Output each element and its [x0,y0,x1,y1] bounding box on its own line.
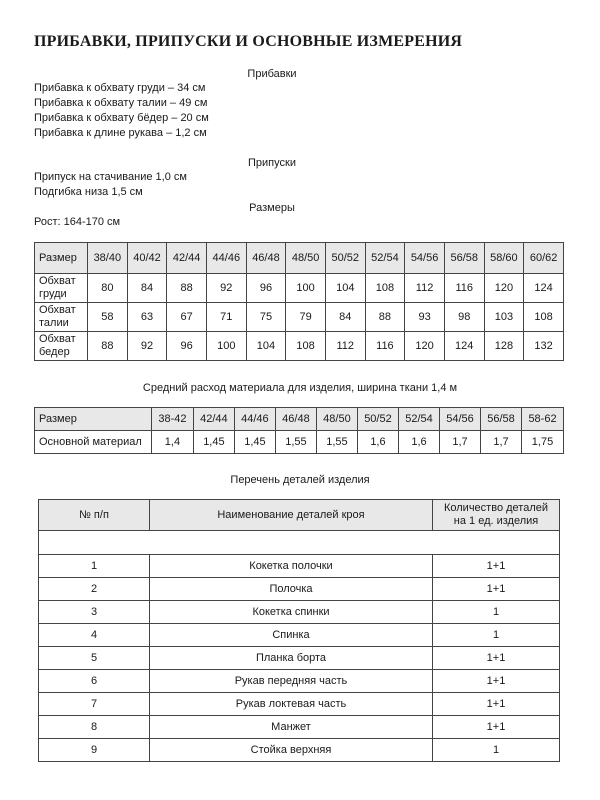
size-column-header: 46/48 [246,243,286,274]
table-header-row [39,500,560,531]
part-quantity: 1 [433,739,560,762]
size-column-header: 48/50 [286,243,326,274]
row-label-material: Основной материал [35,431,152,454]
part-name: Кокетка полочки [150,555,433,578]
table-cell: 75 [246,303,286,332]
size-header-cell: Размер [35,243,88,274]
table-row [39,555,560,578]
table-cell: 112 [325,332,365,361]
allowances-heading: Прибавки [247,68,297,80]
table-cell: 108 [524,303,564,332]
table-cell: 67 [167,303,207,332]
seam-allowances-heading: Припуски [248,157,296,169]
column-header-name: Наименование деталей кроя [150,500,433,531]
part-number: 8 [39,716,150,739]
size-column-header: 58/60 [484,243,524,274]
table-cell: 92 [206,274,246,303]
table-row [39,624,560,647]
size-column-header: 44/46 [206,243,246,274]
table-cell: 88 [88,332,128,361]
allowance-line-waist: Прибавка к обхвату талии – 49 см [34,97,208,109]
table-row [39,716,560,739]
table-cell: 1,6 [398,431,439,454]
size-column-header: 60/62 [524,243,564,274]
table-row [35,274,564,303]
table-cell: 84 [325,303,365,332]
height-line: Рост: 164-170 см [34,216,121,228]
size-column-header: 46/48 [275,408,316,431]
table-cell: 112 [405,274,445,303]
size-column-header: 38/40 [88,243,128,274]
table-cell: 120 [484,274,524,303]
table-cell: 63 [127,303,167,332]
sizes-table [34,242,564,361]
table-row [39,578,560,601]
seam-allowance-line: Припуск на стачивание 1,0 см [34,171,187,183]
table-cell: 132 [524,332,564,361]
table-cell: 120 [405,332,445,361]
allowance-line-sleeve: Прибавка к длине рукава – 1,2 см [34,127,207,139]
part-quantity: 1+1 [433,555,560,578]
sizes-heading: Размеры [249,202,295,214]
table-row [39,601,560,624]
table-cell: 104 [246,332,286,361]
part-number: 5 [39,647,150,670]
part-quantity: 1+1 [433,693,560,716]
row-label-waist: Обхват талии [35,303,88,332]
consumption-heading: Средний расход материала для изделия, ширина ткани 1,4 м [142,382,458,394]
table-cell: 1,45 [234,431,275,454]
table-cell: 96 [246,274,286,303]
parts-heading: Перечень деталей изделия [230,474,370,486]
table-row [35,303,564,332]
part-number: 1 [39,555,150,578]
table-cell: 124 [444,332,484,361]
size-header-cell: Размер [35,408,152,431]
parts-table [38,499,560,762]
table-cell: 88 [167,274,207,303]
size-column-header: 44/46 [234,408,275,431]
size-column-header: 42/44 [193,408,234,431]
table-cell: 1,4 [152,431,194,454]
size-column-header: 52/54 [365,243,405,274]
table-cell: 1,7 [481,431,522,454]
table-cell: 79 [286,303,326,332]
part-quantity: 1+1 [433,578,560,601]
table-cell: 1,55 [316,431,357,454]
size-column-header: 42/44 [167,243,207,274]
part-name: Спинка [150,624,433,647]
table-row [39,670,560,693]
empty-cell [39,531,560,555]
size-column-header: 50/52 [357,408,398,431]
table-cell: 93 [405,303,445,332]
part-number: 9 [39,739,150,762]
table-cell: 1,7 [439,431,480,454]
table-cell: 128 [484,332,524,361]
table-cell: 116 [444,274,484,303]
size-column-header: 56/58 [481,408,522,431]
table-cell: 108 [365,274,405,303]
table-cell: 1,6 [357,431,398,454]
column-header-quantity: Количество деталей на 1 ед. изделия [433,500,560,531]
hem-allowance-line: Подгибка низа 1,5 см [34,186,143,198]
column-header-number: № п/п [39,500,150,531]
consumption-table [34,407,564,454]
size-column-header: 56/58 [444,243,484,274]
table-row [39,739,560,762]
table-cell: 98 [444,303,484,332]
size-column-header: 54/56 [439,408,480,431]
size-column-header: 58-62 [522,408,564,431]
row-label-hips: Обхват бедер [35,332,88,361]
part-quantity: 1+1 [433,716,560,739]
part-quantity: 1+1 [433,647,560,670]
part-quantity: 1 [433,601,560,624]
table-cell: 1,45 [193,431,234,454]
part-name: Манжет [150,716,433,739]
table-cell: 108 [286,332,326,361]
table-cell: 80 [88,274,128,303]
part-number: 3 [39,601,150,624]
part-name: Полочка [150,578,433,601]
table-header-row [35,243,564,274]
table-cell: 92 [127,332,167,361]
size-column-header: 52/54 [398,408,439,431]
part-name: Рукав локтевая часть [150,693,433,716]
table-cell: 100 [286,274,326,303]
part-number: 7 [39,693,150,716]
table-row-empty [39,531,560,555]
table-cell: 124 [524,274,564,303]
size-column-header: 40/42 [127,243,167,274]
table-cell: 58 [88,303,128,332]
table-cell: 1,75 [522,431,564,454]
part-number: 4 [39,624,150,647]
allowance-line-chest: Прибавка к обхвату груди – 34 см [34,82,206,94]
page-title: ПРИБАВКИ, ПРИПУСКИ И ОСНОВНЫЕ ИЗМЕРЕНИЯ [34,33,463,50]
table-row [35,431,564,454]
part-name: Стойка верхняя [150,739,433,762]
part-name: Рукав передняя часть [150,670,433,693]
table-row [39,647,560,670]
table-cell: 103 [484,303,524,332]
table-row [35,332,564,361]
table-cell: 88 [365,303,405,332]
part-number: 6 [39,670,150,693]
table-cell: 84 [127,274,167,303]
table-cell: 116 [365,332,405,361]
size-column-header: 54/56 [405,243,445,274]
part-quantity: 1 [433,624,560,647]
table-cell: 71 [206,303,246,332]
table-row [39,693,560,716]
size-column-header: 48/50 [316,408,357,431]
part-number: 2 [39,578,150,601]
row-label-chest: Обхват груди [35,274,88,303]
part-name: Планка борта [150,647,433,670]
table-cell: 96 [167,332,207,361]
part-name: Кокетка спинки [150,601,433,624]
table-header-row [35,408,564,431]
allowance-line-hips: Прибавка к обхвату бёдер – 20 см [34,112,209,124]
table-cell: 1,55 [275,431,316,454]
part-quantity: 1+1 [433,670,560,693]
size-column-header: 50/52 [325,243,365,274]
table-cell: 100 [206,332,246,361]
table-cell: 104 [325,274,365,303]
size-column-header: 38-42 [152,408,194,431]
